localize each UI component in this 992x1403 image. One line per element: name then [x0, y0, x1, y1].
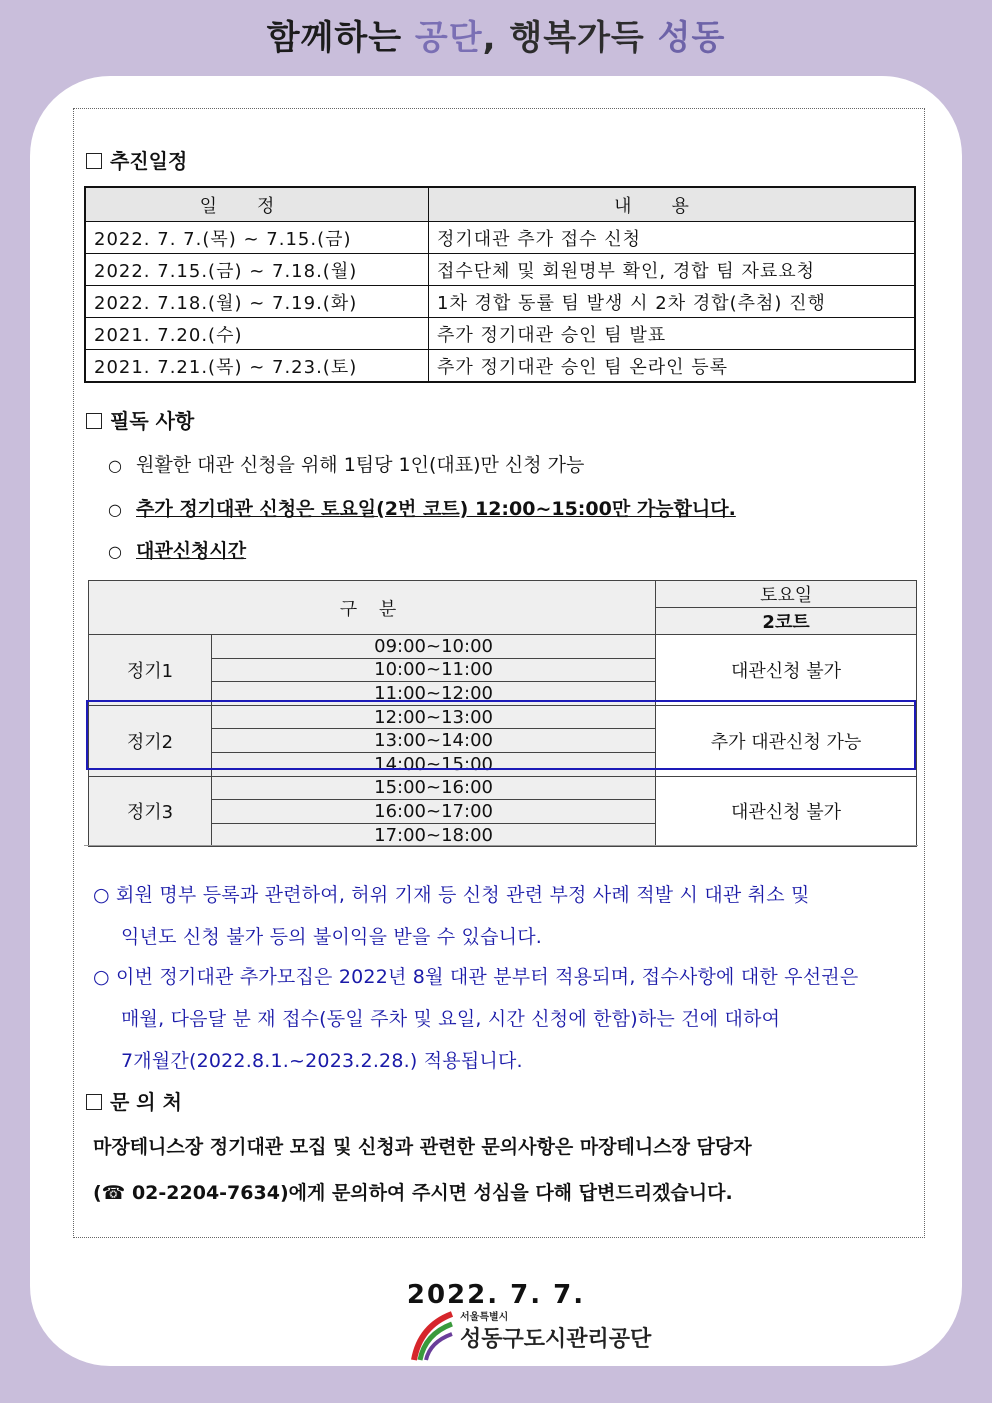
note-item-2: ○ 추가 정기대관 신청은 토요일(2번 코트) 12:00~15:00만 가능합니다. [108, 498, 736, 520]
group-name: 정기2 [89, 705, 212, 776]
checkbox-square-icon [86, 413, 102, 429]
schedule-section-title: 추진일정 [86, 145, 187, 174]
divider [84, 845, 918, 846]
schedule-content: 추가 정기대관 승인 팀 온라인 등록 [429, 350, 916, 383]
inquiry-line-1: 마장테니스장 정기대관 모집 및 신청과 관련한 문의사항은 마장테니스장 담당자 [93, 1136, 752, 1158]
org-name: 성동구도시관리공단 [460, 1327, 652, 1352]
table-row [85, 318, 915, 350]
warning-2-line-1: ○ 이번 정기대관 추가모집은 2022년 8월 대관 분부터 적용되며, 접수사항에 대한 우선권은 [93, 966, 859, 988]
warning-1-line-2: 익년도 신청 불가 등의 불이익을 받을 수 있습니다. [121, 926, 542, 948]
inquiry-section-title: 문 의 처 [86, 1086, 182, 1115]
time-slot: 10:00~11:00 [212, 658, 656, 682]
schedule-content: 정기대관 추가 접수 신청 [429, 222, 916, 254]
group-name: 정기1 [89, 635, 212, 706]
schedule-date: 2021. 7.20.(수) [85, 318, 429, 350]
slogan [0, 10, 992, 59]
note-item-1: ○ 원활한 대관 신청을 위해 1팀당 1인(대표)만 신청 가능 [108, 454, 585, 476]
time-slot: 09:00~10:00 [212, 635, 656, 659]
checkbox-square-icon [86, 153, 102, 169]
table-row [85, 254, 915, 286]
table-row [85, 286, 915, 318]
slogan-part1: 함께하는 [266, 18, 415, 58]
timetable-col-court: 2코트 [656, 608, 917, 635]
highlight-box [86, 700, 916, 770]
schedule-content: 추가 정기대관 승인 팀 발표 [429, 318, 916, 350]
timetable-col-day: 토요일 [656, 581, 917, 608]
warning-1-line-1: ○ 회원 명부 등록과 관련하여, 허위 기재 등 신청 관련 부정 사례 적발 시 대관 취소 및 [93, 884, 810, 906]
slot-status-available: 추가 대관신청 가능 [656, 705, 917, 776]
time-slot: 16:00~17:00 [212, 800, 656, 824]
schedule-table [84, 186, 916, 383]
slogan-part2: 공단 [414, 18, 483, 58]
rainbow-logo-icon [410, 1306, 456, 1362]
timetable-col-division: 구 분 [89, 581, 656, 635]
warning-2-line-2: 매월, 다음달 분 재 접수(동일 주차 및 요일, 시간 신청에 한함)하는 건에 대하여 [121, 1008, 781, 1030]
org-logo [410, 1306, 652, 1362]
schedule-date: 2022. 7. 7.(목) ~ 7.15.(금) [85, 222, 429, 254]
document-date: 2022. 7. 7. [406, 1280, 586, 1310]
circle-bullet-icon: ○ [108, 456, 122, 475]
schedule-date: 2021. 7.21.(목) ~ 7.23.(토) [85, 350, 429, 383]
note-item-3: ○ 대관신청시간 [108, 540, 247, 562]
schedule-content: 접수단체 및 회원명부 확인, 경합 팀 자료요청 [429, 254, 916, 286]
schedule-date: 2022. 7.15.(금) ~ 7.18.(월) [85, 254, 429, 286]
slot-status: 대관신청 불가 [656, 776, 917, 847]
group-name: 정기3 [89, 776, 212, 847]
notes-section-title: 필독 사항 [86, 405, 194, 434]
slot-status: 대관신청 불가 [656, 635, 917, 706]
org-small: 서울특별시 [460, 1312, 509, 1323]
circle-bullet-icon: ○ [108, 500, 122, 519]
table-row [85, 350, 915, 383]
warning-2-line-3: 7개월간(2022.8.1.~2023.2.28.) 적용됩니다. [121, 1050, 523, 1072]
time-slot: 12:00~13:00 [212, 705, 656, 729]
checkbox-square-icon [86, 1094, 102, 1110]
schedule-col-date: 일정 [85, 187, 429, 222]
time-slot: 13:00~14:00 [212, 729, 656, 753]
time-slot: 15:00~16:00 [212, 776, 656, 800]
inquiry-line-2: (☎ 02-2204-7634)에게 문의하여 주시면 성심을 다해 답변드리겠습니다. [93, 1182, 733, 1204]
schedule-date: 2022. 7.18.(월) ~ 7.19.(화) [85, 286, 429, 318]
schedule-content: 1차 경합 동률 팀 발생 시 2차 경합(추첨) 진행 [429, 286, 916, 318]
table-row [85, 222, 915, 254]
time-slot: 11:00~12:00 [212, 682, 656, 706]
circle-bullet-icon: ○ [108, 542, 122, 561]
schedule-col-content: 내용 [429, 187, 916, 222]
slogan-part3: , 행복가득 [482, 18, 658, 58]
time-slot: 14:00~15:00 [212, 752, 656, 776]
schedule-header-row [85, 187, 915, 222]
slogan-part4: 성동 [657, 18, 726, 58]
time-slot: 17:00~18:00 [212, 823, 656, 847]
